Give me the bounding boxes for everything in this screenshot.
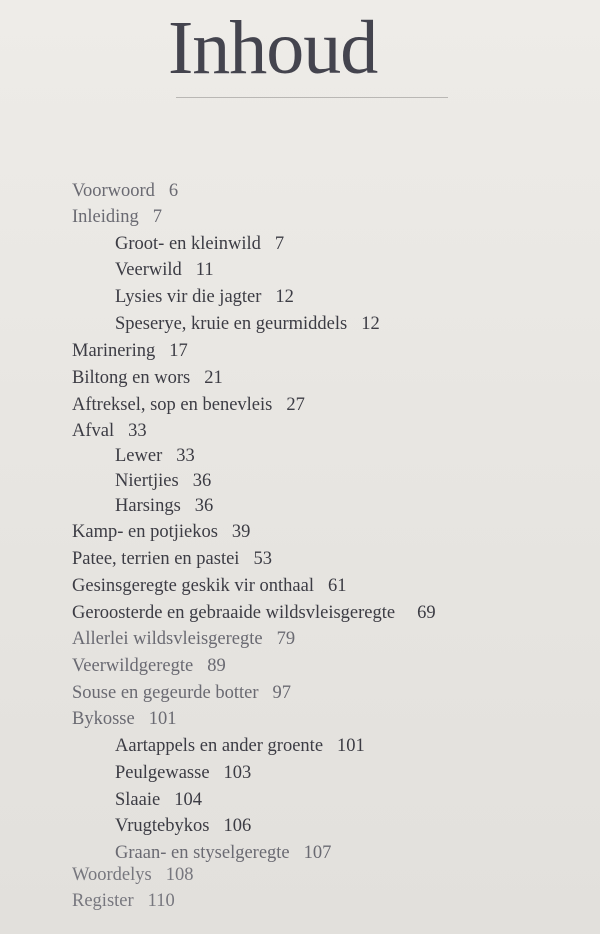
toc-entry-title: Woordelys <box>72 865 152 885</box>
toc-entry <box>72 340 188 362</box>
toc-subentry <box>115 495 213 517</box>
toc-subentry <box>115 735 365 757</box>
toc-entry-title: Souse en gegeurde botter <box>72 683 259 703</box>
toc-entry-title: Vrugtebykos <box>115 816 210 836</box>
toc-page-number: 103 <box>223 763 252 783</box>
toc-entry <box>72 628 295 650</box>
page-title: Inhoud <box>168 6 378 90</box>
toc-page-number: 11 <box>195 260 214 280</box>
toc-entry <box>72 420 147 442</box>
toc-entry <box>72 708 176 730</box>
toc-entry-title: Niertjies <box>115 471 179 491</box>
toc-entry <box>72 394 305 416</box>
toc-page-number: 104 <box>174 790 202 810</box>
toc-entry-title: Patee, terrien en pastei <box>72 549 240 569</box>
toc-entry-title: Inleiding <box>72 207 139 227</box>
toc-entry <box>72 864 193 886</box>
toc-entry-title: Aftreksel, sop en benevleis <box>72 395 273 415</box>
toc-page-number: 33 <box>176 446 195 466</box>
toc-page-number: 12 <box>361 314 380 334</box>
toc-page-number: 36 <box>192 471 212 491</box>
toc-entry-title: Slaaie <box>115 790 161 810</box>
toc-subentry <box>115 762 251 784</box>
toc-page-number: 27 <box>286 395 305 415</box>
toc-entry <box>72 682 291 704</box>
toc-entry <box>72 180 178 202</box>
toc-page-number: 7 <box>152 207 163 227</box>
toc-page-number: 53 <box>253 549 272 569</box>
toc-subentry <box>115 445 195 467</box>
toc-subentry <box>115 815 251 837</box>
toc-entry-title: Voorwoord <box>72 181 155 201</box>
toc-page-number: 89 <box>207 656 226 676</box>
toc-page-number: 107 <box>303 843 332 863</box>
toc-entry-title: Kamp- en potjiekos <box>72 522 218 542</box>
toc-entry-title: Aartappels en ander groente <box>115 736 324 756</box>
toc-entry-title: Lewer <box>115 446 163 466</box>
toc-page-number: 101 <box>148 709 177 729</box>
toc-page-number: 69 <box>417 603 436 623</box>
toc-subentry <box>115 233 284 255</box>
toc-entry-title: Geroosterde en gebraaide wildsvleisgeregte <box>72 603 396 623</box>
toc-page-number: 33 <box>128 421 147 441</box>
toc-entry-title: Lysies vir die jagter <box>115 287 262 307</box>
toc-entry <box>72 521 250 543</box>
toc-entry-title: Allerlei wildsvleisgeregte <box>72 629 263 649</box>
toc-entry-title: Register <box>72 891 134 911</box>
toc-entry-title: Harsings <box>115 496 181 516</box>
toc-entry <box>72 602 436 624</box>
toc-entry <box>72 655 226 677</box>
toc-page-number: 7 <box>274 234 285 254</box>
toc-page-number: 36 <box>194 496 214 516</box>
toc-entry-title: Peulgewasse <box>115 763 210 783</box>
toc-page-number: 110 <box>147 891 175 911</box>
toc-entry-title: Marinering <box>72 341 156 361</box>
toc-subentry <box>115 789 202 811</box>
toc-entry-title: Graan- en styselgeregte <box>115 843 290 863</box>
toc-entry-title: Veerwildgeregte <box>72 656 194 676</box>
toc-page-number: 21 <box>204 368 223 388</box>
toc-page-number: 79 <box>276 629 296 649</box>
toc-page-number: 12 <box>275 287 294 307</box>
toc-page-number: 39 <box>231 522 251 542</box>
toc-entry <box>72 575 346 597</box>
toc-entry-title: Speserye, kruie en geurmiddels <box>115 314 348 334</box>
toc-entry-title: Biltong en wors <box>72 368 191 388</box>
toc-subentry <box>115 259 214 281</box>
toc-subentry <box>115 842 331 864</box>
toc-page-number: 97 <box>272 683 291 703</box>
toc-entry-title: Gesinsgeregte geskik vir onthaal <box>72 576 314 596</box>
toc-subentry <box>115 286 294 308</box>
toc-entry-title: Groot- en kleinwild <box>115 234 261 254</box>
toc-page-number: 17 <box>169 341 188 361</box>
toc-entry <box>72 548 272 570</box>
toc-subentry <box>115 470 211 492</box>
toc-page-number: 6 <box>168 181 179 201</box>
toc-entry-title: Bykosse <box>72 709 135 729</box>
toc-entry <box>72 367 223 389</box>
toc-subentry <box>115 313 380 335</box>
toc-entry <box>72 890 175 912</box>
toc-entry-title: Afval <box>72 421 115 441</box>
toc-page-number: 101 <box>337 736 365 756</box>
toc-entry <box>72 206 162 228</box>
toc-entry-title: Veerwild <box>115 260 182 280</box>
toc-page-number: 108 <box>165 865 194 885</box>
toc-page-number: 106 <box>223 816 252 836</box>
toc-page-number: 61 <box>327 576 347 596</box>
